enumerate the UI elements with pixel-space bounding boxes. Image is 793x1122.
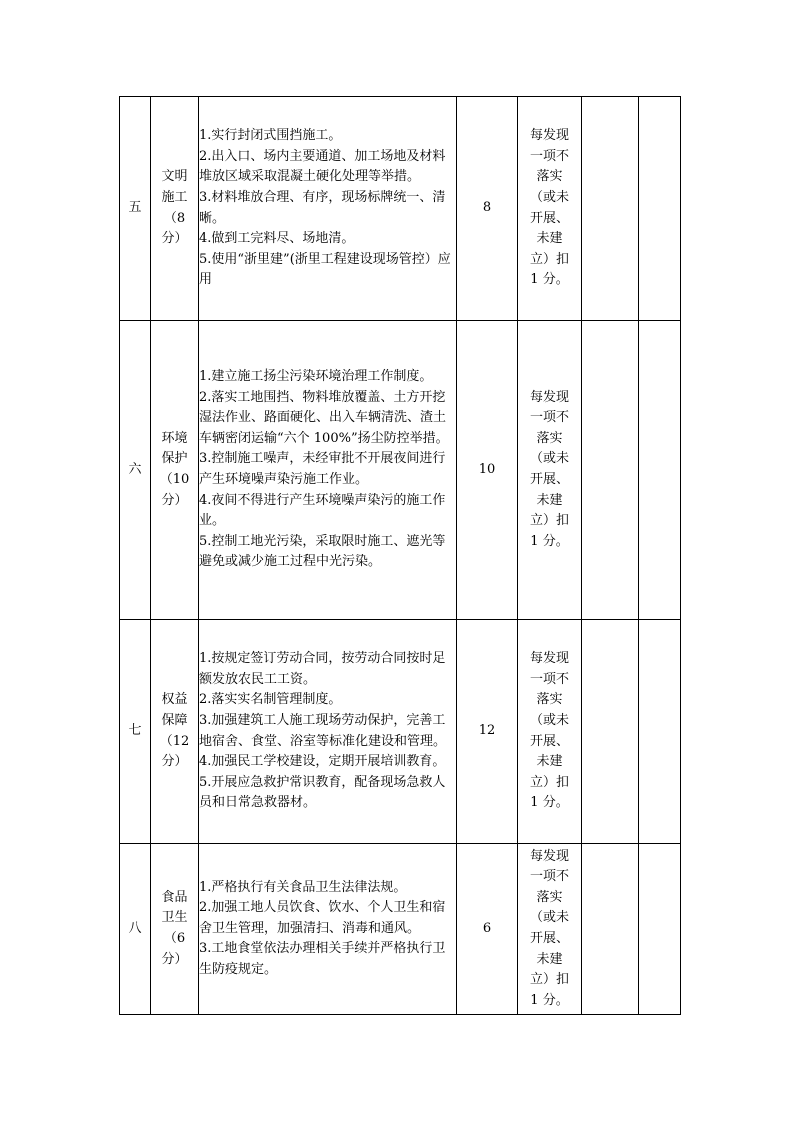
rule-line: 一项不	[529, 148, 569, 164]
requirement-item: 4.做到工完料尽、场地清。	[199, 231, 355, 247]
rule-line: 每发现	[529, 389, 569, 405]
requirement-item: 2.落实实名制管理制度。	[199, 692, 342, 708]
rule-line: 一项不	[529, 410, 569, 426]
rule-line: 立）扣	[529, 513, 569, 529]
blank-cell	[639, 321, 681, 620]
category-line: 卫生	[161, 910, 188, 926]
rule-line: （或未	[529, 910, 569, 926]
blank-cell	[582, 321, 639, 620]
category-cell	[151, 97, 199, 321]
rule-line: 立）扣	[529, 972, 569, 988]
requirement-item: 1.严格执行有关食品卫生法律法规。	[199, 879, 407, 895]
rule-line: 开展、	[529, 733, 569, 749]
rule-line: 开展、	[529, 210, 569, 226]
table-row	[120, 97, 681, 321]
rule-line: 未建	[536, 492, 563, 508]
blank-cell	[582, 620, 639, 844]
category-line: 食品	[161, 889, 188, 905]
rule-line: 开展、	[529, 931, 569, 946]
score-value: 10	[457, 321, 518, 620]
category-line: 环境	[161, 430, 188, 446]
category-line: （8	[163, 210, 186, 226]
category-line: （12	[159, 733, 190, 749]
rule-line: 立）扣	[529, 774, 569, 790]
requirement-item: 5.开展应急救护常识教育，配备现场急救人员和日常急救器材。	[199, 774, 446, 811]
category-line: 保护	[161, 451, 188, 467]
row-number: 八	[120, 844, 151, 1015]
score-value: 8	[457, 97, 518, 321]
requirement-item: 2.加强工地人员饮食、饮水、个人卫生和宿舍卫生管理，加强清扫、消毒和通风。	[199, 900, 446, 936]
blank-cell	[639, 97, 681, 321]
requirement-item: 1.建立施工扬尘污染环境治理工作制度。	[199, 369, 433, 385]
requirement-item: 2.出入口、场内主要通道、加工场地及材料堆放区域采取混凝土硬化处理等举措。	[199, 148, 446, 185]
blank-cell	[582, 844, 639, 1015]
blank-cell	[582, 97, 639, 321]
deduction-rule-cell	[518, 321, 582, 620]
blank-cell	[639, 620, 681, 844]
requirement-item: 1.按规定签订劳动合同，按劳动合同按时足额发放农民工工资。	[199, 651, 446, 687]
category-line: 分）	[161, 754, 188, 770]
rule-line: 每发现	[529, 651, 569, 667]
score-value: 6	[457, 844, 518, 1015]
rule-line: （或未	[529, 451, 569, 467]
requirement-item: 1.实行封闭式围挡施工。	[199, 128, 342, 144]
rule-line: 一项不	[529, 671, 569, 687]
rule-line: 一项不	[529, 869, 569, 885]
rule-line: 每发现	[529, 128, 569, 144]
table-row	[120, 844, 681, 1015]
rule-line: （或未	[529, 712, 569, 728]
requirements-cell	[199, 620, 457, 844]
category-line: 保障	[161, 712, 188, 728]
requirement-item: 4.加强民工学校建设，定期开展培训教育。	[199, 754, 446, 770]
rule-line: 落实	[536, 692, 563, 708]
category-line: 分）	[161, 951, 188, 967]
category-line: （10	[159, 472, 190, 487]
row-number: 七	[120, 620, 151, 844]
category-line: 分）	[161, 231, 188, 247]
rule-line: 未建	[536, 951, 563, 967]
row-number: 五	[120, 97, 151, 321]
rule-line: 未建	[536, 754, 563, 770]
deduction-rule-cell	[518, 620, 582, 844]
category-cell	[151, 321, 199, 620]
rule-line: 落实	[536, 430, 563, 446]
requirement-item: 4.夜间不得进行产生环境噪声染污的施工作业。	[199, 492, 446, 529]
category-cell	[151, 620, 199, 844]
requirement-item: 2.落实工地围挡、物料堆放覆盖、土方开挖湿法作业、路面硬化、出入车辆清洗、渣土车辆密闭运输“六个 100%”扬尘防控举措。	[199, 389, 449, 446]
category-line: 施工	[161, 189, 188, 205]
rule-line: 每发现	[529, 848, 569, 864]
rule-line: 立）扣	[529, 251, 569, 267]
requirement-item: 3.控制施工噪声，未经审批不开展夜间进行产生环境噪声染污施工作业。	[199, 451, 446, 487]
category-cell	[151, 844, 199, 1015]
requirements-cell	[199, 97, 457, 321]
requirement-item: 3.加强建筑工人施工现场劳动保护，完善工地宿舍、食堂、浴室等标准化建设和管理。	[199, 712, 447, 749]
requirements-cell	[199, 844, 457, 1015]
table-row	[120, 620, 681, 844]
deduction-rule-cell	[518, 97, 582, 321]
requirement-item: 3.材料堆放合理、有序，现场标牌统一、清晰。	[199, 189, 446, 226]
category-line: 文明	[161, 169, 188, 185]
category-line: 分）	[161, 492, 188, 508]
score-value: 12	[457, 620, 518, 844]
requirement-item: 3.工地食堂依法办理相关手续并严格执行卫生防疫规定。	[199, 941, 446, 977]
blank-cell	[639, 844, 681, 1015]
category-line: 权益	[161, 692, 188, 708]
rule-line: （或未	[529, 189, 569, 205]
rule-line: 未建	[536, 231, 563, 247]
rule-line: 落实	[536, 169, 563, 185]
rule-line: 1 分。	[530, 795, 569, 811]
requirement-item: 5.使用“浙里建”(浙里工程建设现场管控）应用	[199, 251, 451, 288]
requirement-item: 5.控制工地光污染，采取限时施工、遮光等避免或减少施工过程中光污染。	[199, 533, 446, 570]
table-row	[120, 321, 681, 620]
rule-line: 开展、	[529, 472, 569, 487]
assessment-table	[119, 96, 681, 1015]
row-number: 六	[120, 321, 151, 620]
category-line: （6	[163, 931, 186, 946]
requirements-cell	[199, 321, 457, 620]
rule-line: 1 分。	[530, 272, 569, 288]
rule-line: 1 分。	[530, 992, 569, 1008]
rule-line: 1 分。	[530, 533, 569, 549]
rule-line: 落实	[536, 889, 563, 905]
deduction-rule-cell	[518, 844, 582, 1015]
